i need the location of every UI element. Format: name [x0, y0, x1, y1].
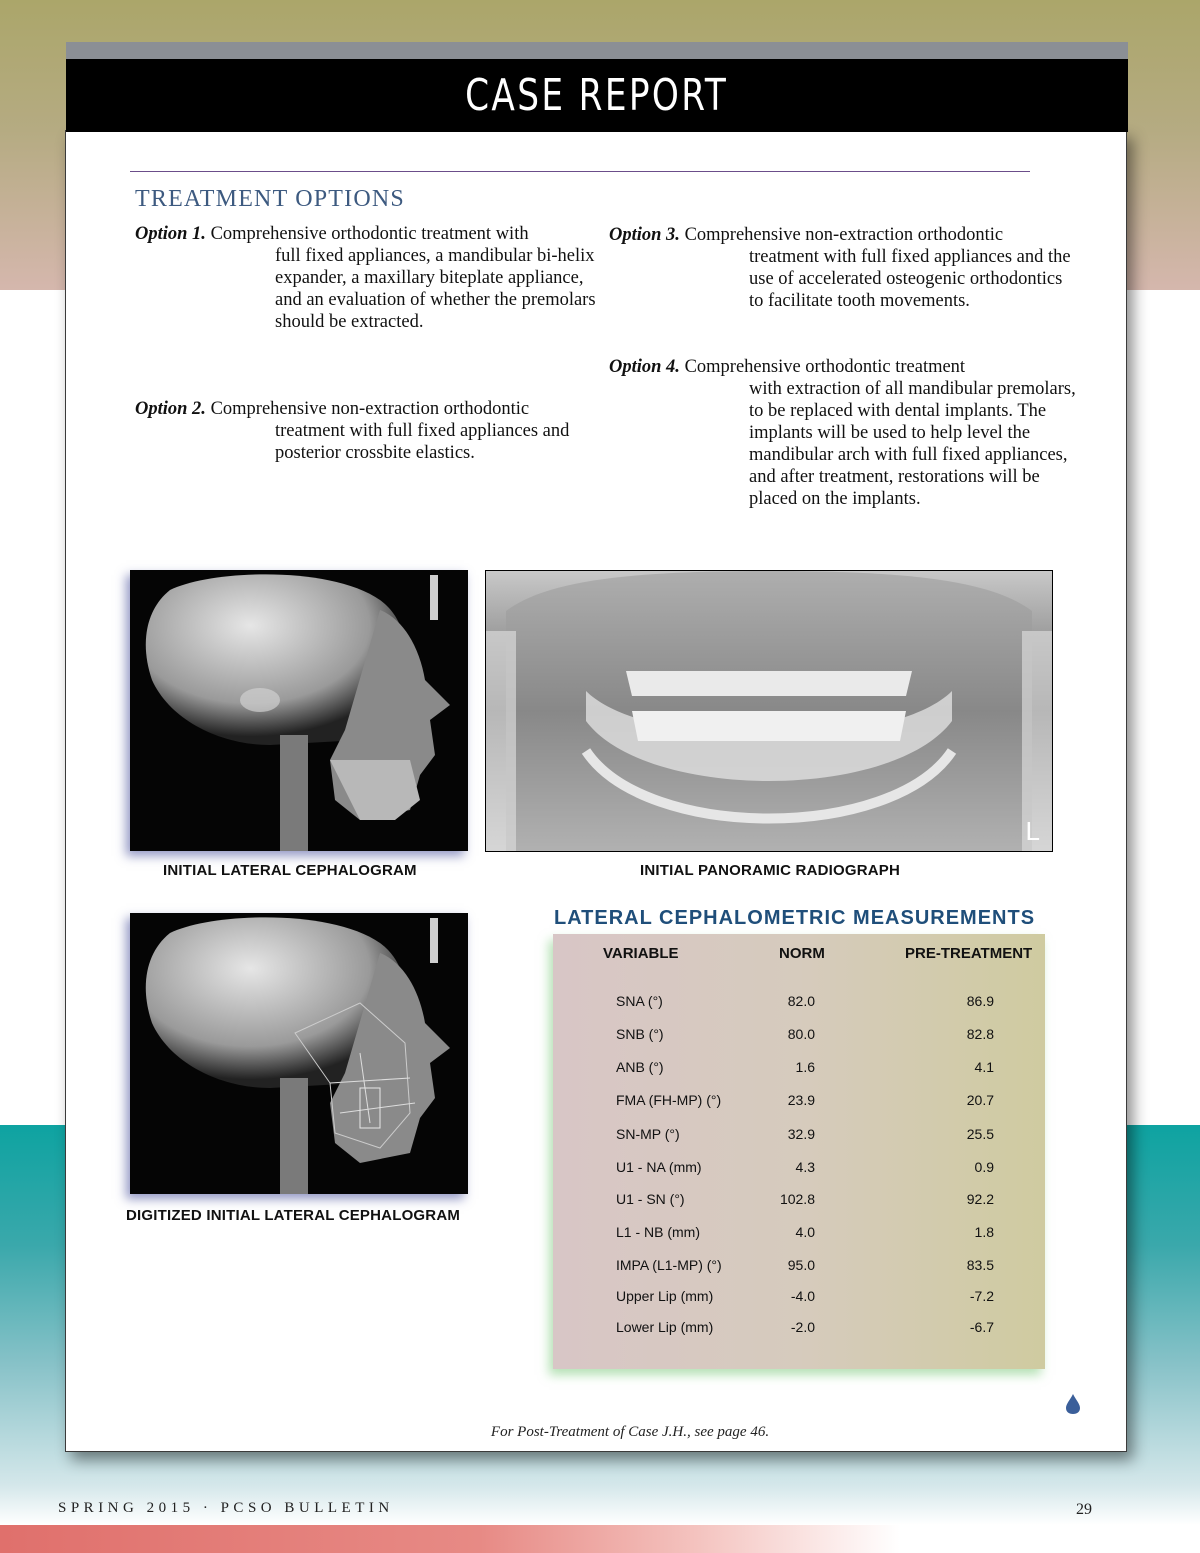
section-title: TREATMENT OPTIONS [135, 186, 405, 212]
cell-pre-treatment: -6.7 [969, 1319, 994, 1335]
option-text-continued: with extraction of all mandibular premolars, to be replaced with dental implants. The implants will be used to help level the mandibular arch with full fixed appliances, and after treatment, restorations will be placed on the implants. [749, 379, 1076, 509]
section-divider [130, 171, 1030, 172]
cell-pre-treatment: 4.1 [974, 1059, 994, 1075]
background-footer-stripe [0, 1525, 1200, 1553]
cell-pre-treatment: 25.5 [966, 1126, 994, 1142]
cell-norm: 82.0 [787, 993, 815, 1009]
option-text: Comprehensive orthodontic treatment with [210, 224, 529, 244]
option-label: Option 4. [609, 357, 680, 377]
cell-variable: FMA (FH-MP) (°) [616, 1092, 722, 1108]
cell-variable: SNA (°) [616, 993, 663, 1009]
cell-variable: Lower Lip (mm) [616, 1319, 714, 1335]
digitized-cephalogram-image [130, 913, 468, 1194]
cell-variable: U1 - SN (°) [616, 1191, 685, 1207]
option-text: Comprehensive non-extraction orthodontic [684, 225, 1004, 245]
option-label: Option 3. [609, 225, 680, 245]
header-banner [66, 59, 1128, 132]
cell-pre-treatment: 83.5 [966, 1257, 994, 1273]
lateral-cephalogram-image [130, 570, 468, 851]
panoramic-radiograph-image [485, 570, 1053, 852]
option-text-continued: full fixed appliances, a mandibular bi-helix expander, a maxillary biteplate appliance, and an evaluation of whether the premolars should be extracted. [275, 246, 596, 332]
option-3 [609, 224, 1079, 312]
cell-norm: -4.0 [790, 1288, 815, 1304]
option-label: Option 2. [135, 399, 206, 419]
cell-pre-treatment: -7.2 [969, 1288, 994, 1304]
column-header-variable: VARIABLE [603, 945, 679, 962]
table-title: LATERAL CEPHALOMETRIC MEASUREMENTS [554, 907, 1036, 929]
cell-variable: U1 - NA (mm) [616, 1159, 702, 1175]
cell-norm: 80.0 [787, 1026, 815, 1042]
digitized-cephalogram-caption: DIGITIZED INITIAL LATERAL CEPHALOGRAM [126, 1207, 461, 1224]
footer-publication: SPRING 2015 · PCSO BULLETIN [58, 1500, 394, 1516]
cell-pre-treatment: 1.8 [974, 1224, 994, 1240]
option-label: Option 1. [135, 224, 206, 244]
option-2 [135, 398, 605, 464]
cell-variable: L1 - NB (mm) [616, 1224, 700, 1240]
option-text-continued: treatment with full fixed appliances and the use of accelerated osteogenic orthodontics to facilitate tooth movements. [749, 247, 1071, 311]
cell-norm: 95.0 [787, 1257, 815, 1273]
option-text: Comprehensive non-extraction orthodontic [210, 399, 530, 419]
option-text-continued: treatment with full fixed appliances and posterior crossbite elastics. [275, 421, 570, 463]
footnote: For Post-Treatment of Case J.H., see page 46. [490, 1424, 770, 1440]
side-marker: L [1025, 816, 1040, 846]
cell-variable: SN-MP (°) [616, 1126, 680, 1142]
lateral-cephalogram-caption: INITIAL LATERAL CEPHALOGRAM [163, 862, 417, 879]
page-title: CASE REPORT [465, 70, 729, 121]
cell-norm: 4.0 [795, 1224, 815, 1240]
cell-pre-treatment: 0.9 [974, 1159, 994, 1175]
option-text: Comprehensive orthodontic treatment [684, 357, 966, 377]
cell-norm: 4.3 [795, 1159, 815, 1175]
cell-norm: -2.0 [790, 1319, 815, 1335]
cell-pre-treatment: 92.2 [966, 1191, 994, 1207]
cell-variable: Upper Lip (mm) [616, 1288, 714, 1304]
panoramic-radiograph-caption: INITIAL PANORAMIC RADIOGRAPH [640, 862, 901, 879]
cell-variable: ANB (°) [616, 1059, 664, 1075]
cell-norm: 23.9 [787, 1092, 815, 1108]
column-header-pre-treatment: PRE-TREATMENT [905, 945, 1033, 962]
option-4 [609, 356, 1079, 510]
cell-pre-treatment: 86.9 [966, 993, 994, 1009]
column-header-norm: NORM [779, 945, 825, 962]
cell-norm: 102.8 [779, 1191, 815, 1207]
cell-pre-treatment: 20.7 [966, 1092, 994, 1108]
drop-icon [1064, 1393, 1082, 1420]
cell-norm: 1.6 [795, 1059, 815, 1075]
cell-variable: IMPA (L1-MP) (°) [616, 1257, 722, 1273]
cell-pre-treatment: 82.8 [966, 1026, 994, 1042]
cell-norm: 32.9 [787, 1126, 815, 1142]
footer-page-number: 29 [1076, 1501, 1092, 1518]
header-gray-bar [66, 42, 1128, 60]
cell-variable: SNB (°) [616, 1026, 664, 1042]
option-1 [135, 223, 605, 333]
